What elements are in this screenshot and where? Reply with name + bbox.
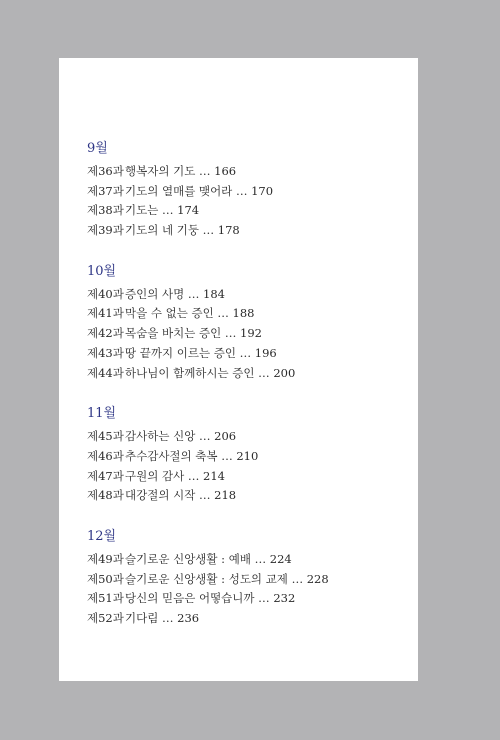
page-number: 228 [306,571,329,586]
page-number: 170 [251,183,274,198]
lesson-number: 제48과 [87,488,124,503]
leader-dots: … [202,223,215,238]
page-number: 196 [254,345,277,360]
toc-entry [87,589,407,609]
lesson-number: 제43과 [87,345,124,360]
page-number: 184 [203,286,225,301]
lesson-number: 제46과 [87,448,124,463]
toc-entry [87,182,407,202]
page-number: 206 [214,429,237,444]
lesson-number: 제41과 [87,306,124,321]
lesson-number: 제39과 [87,223,124,238]
lesson-number: 제44과 [87,365,124,380]
lesson-title: 땅 끝까지 이르는 증인 [125,345,236,360]
leader-dots: … [221,448,233,463]
lesson-title: 슬기로운 신앙생활 : 성도의 교제 [125,571,288,586]
lesson-title: 슬기로운 신앙생활 : 예배 [125,551,251,566]
page-number: 224 [269,551,292,566]
month-heading: 9월 [87,141,108,156]
lesson-title: 막을 수 없는 증인 [125,306,214,321]
lesson-title: 목숨을 바치는 증인 [125,326,222,341]
page-number: 210 [236,448,259,463]
leader-dots: … [187,468,200,483]
month-heading: 10월 [87,263,117,279]
lesson-title: 기도는 [125,203,159,218]
book-page [59,58,418,681]
leader-dots: … [239,345,252,360]
lesson-title: 추수감사절의 축복 [125,448,218,463]
toc-entry [87,201,407,221]
toc-section-october [87,264,407,383]
month-heading: 11월 [87,406,117,422]
table-of-contents [87,141,407,652]
leader-dots: … [224,326,237,341]
page-number: 232 [273,591,296,606]
lesson-number: 제42과 [87,326,124,341]
toc-entry [87,427,407,447]
lesson-number: 제50과 [87,571,124,586]
lesson-number: 제49과 [87,551,124,566]
leader-dots: … [198,429,211,444]
leader-dots: … [161,203,174,218]
page-number: 218 [214,488,237,503]
toc-entry [87,550,407,570]
leader-dots: … [161,611,174,625]
lesson-number: 제52과 [87,611,124,625]
leader-dots: … [217,306,229,321]
lesson-number: 제37과 [87,183,124,198]
page-number: 200 [273,365,296,380]
lesson-number: 제40과 [87,286,124,301]
lesson-title: 기도의 네 기둥 [125,223,199,238]
toc-entry [87,467,407,487]
toc-section-december [87,529,407,629]
page-number: 192 [240,326,262,341]
toc-entry [87,285,407,305]
leader-dots: … [291,571,304,586]
toc-entry [87,486,407,506]
lesson-title: 기다림 [125,611,159,625]
toc-entry [87,324,407,344]
leader-dots: … [198,488,211,503]
lesson-title: 구원의 감사 [125,468,185,483]
toc-entry [87,609,407,629]
page-number: 214 [203,468,225,483]
lesson-title: 당신의 믿음은 어떻습니까 [125,591,255,606]
lesson-title: 하나님이 함께하시는 증인 [125,365,255,380]
toc-entry [87,570,407,590]
leader-dots: … [258,591,270,606]
lesson-title: 행복자의 기도 [125,164,196,178]
page-number: 236 [177,611,200,625]
lesson-title: 대강절의 시작 [125,488,196,503]
toc-section-november [87,406,407,506]
leader-dots: … [235,183,248,198]
lesson-title: 감사하는 신앙 [125,429,196,444]
lesson-number: 제36과 [87,164,124,178]
toc-entry [87,162,407,182]
leader-dots: … [254,551,267,566]
lesson-number: 제38과 [87,203,124,218]
toc-entry [87,364,407,384]
leader-dots: … [258,365,270,380]
leader-dots: … [198,164,211,178]
page-number: 174 [177,203,200,218]
lesson-title: 기도의 열매를 맺어라 [125,183,233,198]
toc-entry [87,221,407,241]
toc-entry [87,304,407,324]
month-heading: 12월 [87,528,117,544]
page-number: 178 [217,223,240,238]
lesson-number: 제45과 [87,429,124,444]
page-number: 166 [214,164,237,178]
toc-section-september [87,141,407,241]
page-number: 188 [232,306,255,321]
lesson-number: 제51과 [87,591,124,606]
leader-dots: … [187,286,200,301]
lesson-title: 증인의 사명 [125,286,185,301]
lesson-number: 제47과 [87,468,124,483]
toc-entry [87,447,407,467]
toc-entry [87,344,407,364]
